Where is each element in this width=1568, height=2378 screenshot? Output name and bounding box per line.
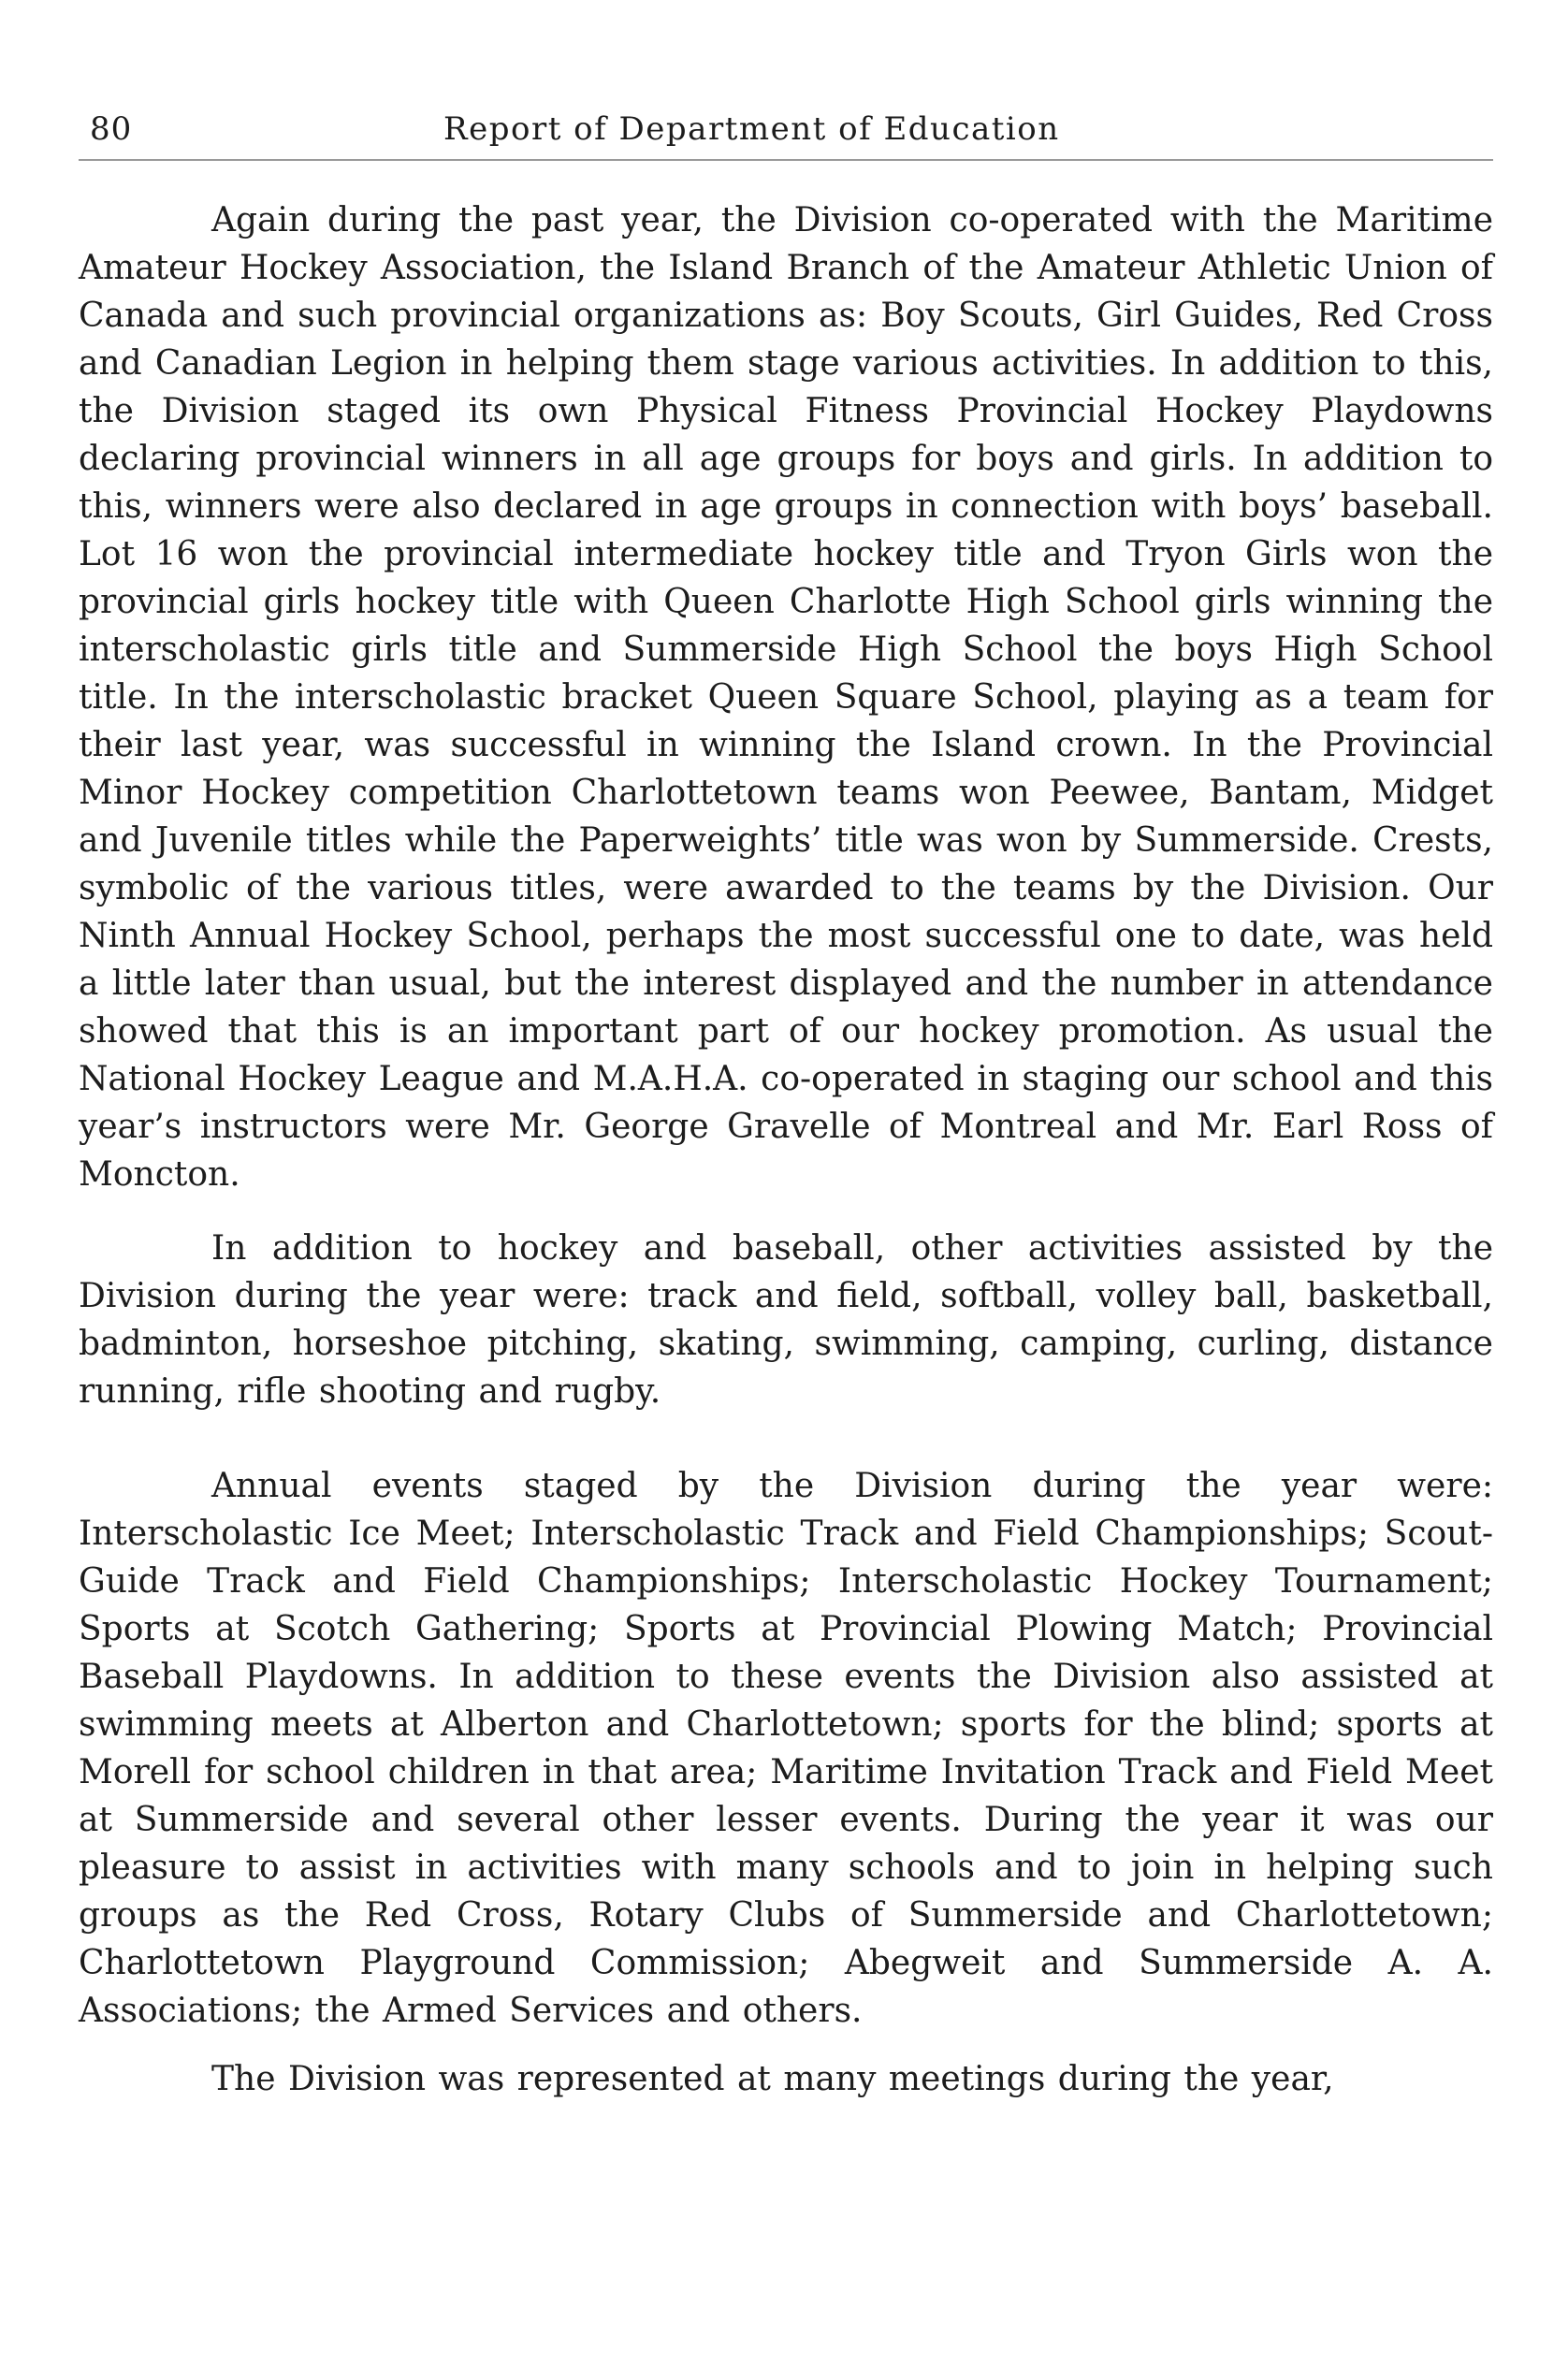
paragraph-other-activities: In addition to hockey and baseball, other activities assisted by the Division during the year were: track and field, softball, volley ball, basketball, badminton, horseshoe pitching, skating, swimming, camping, curling, distance running, rifle shooting and rugby.	[79, 1229, 1493, 1411]
paragraph-annual-events: Annual events staged by the Division during the year were: Interscholastic Ice Meet; Interscholastic Track and Field Championships; Scout-Guide Track and Field Championships; Interscholastic Hockey Tournament; Sports at Scotch Gathering; Sports at Provincial Plowing Match; Provincial Baseball Playdowns. In addition to these events the Division also assisted at swimming meets at Alberton and Charlottetown; sports for the blind; sports at Morell for school children in that area; Maritime Invitation Track and Field Meet at Summerside and several other lesser events. During the year it was our pleasure to assist in activities with many schools and to join in helping such groups as the Red Cross, Rotary Clubs of Summerside and Charlottetown; Charlottetown Playground Commission; Abegweit and Summerside A. A. Associations; the Armed Services and others.	[79, 1467, 1493, 2030]
body-text	[79, 196, 1493, 2103]
paragraph-meetings: The Division was represented at many meetings during the year,	[211, 2060, 1334, 2098]
paragraph-hockey: Again during the past year, the Division co-operated with the Maritime Amateur Hockey Association, the Island Branch of the Amateur Athletic Union of Canada and such provincial organizations as: Boy Scouts, Girl Guides, Red Cross and Canadian Legion in helping them stage various activities. In addition to this, the Division staged its own Physical Fitness Provincial Hockey Playdowns declaring provincial winners in all age groups for boys and girls. In addition to this, winners were also declared in age groups in connection with boys’ baseball. Lot 16 won the provincial intermediate hockey title and Tryon Girls won the provincial girls hockey title with Queen Charlotte High School girls winning the interscholastic girls title and Summerside High School the boys High School title. In the interscholastic bracket Queen Square School, playing as a team for their last year, was successful in winning the Island crown. In the Provincial Minor Hockey competition Charlottetown teams won Peewee, Bantam, Midget and Juvenile titles while the Paperweights’ title was won by Summerside. Crests, symbolic of the various titles, were awarded to the teams by the Division. Our Ninth Annual Hockey School, perhaps the most successful one to date, was held a little later than usual, but the interest displayed and the number in attendance showed that this is an important part of our hockey promotion. As usual the National Hockey League and M.A.H.A. co-operated in staging our school and this year’s instructors were Mr. George Gravelle of Montreal and Mr. Earl Ross of Moncton.	[79, 201, 1493, 1194]
page-number: 80	[90, 110, 133, 148]
running-title: Report of Department of Education	[443, 110, 1060, 148]
running-header	[79, 101, 1493, 157]
header-rule	[79, 159, 1493, 161]
